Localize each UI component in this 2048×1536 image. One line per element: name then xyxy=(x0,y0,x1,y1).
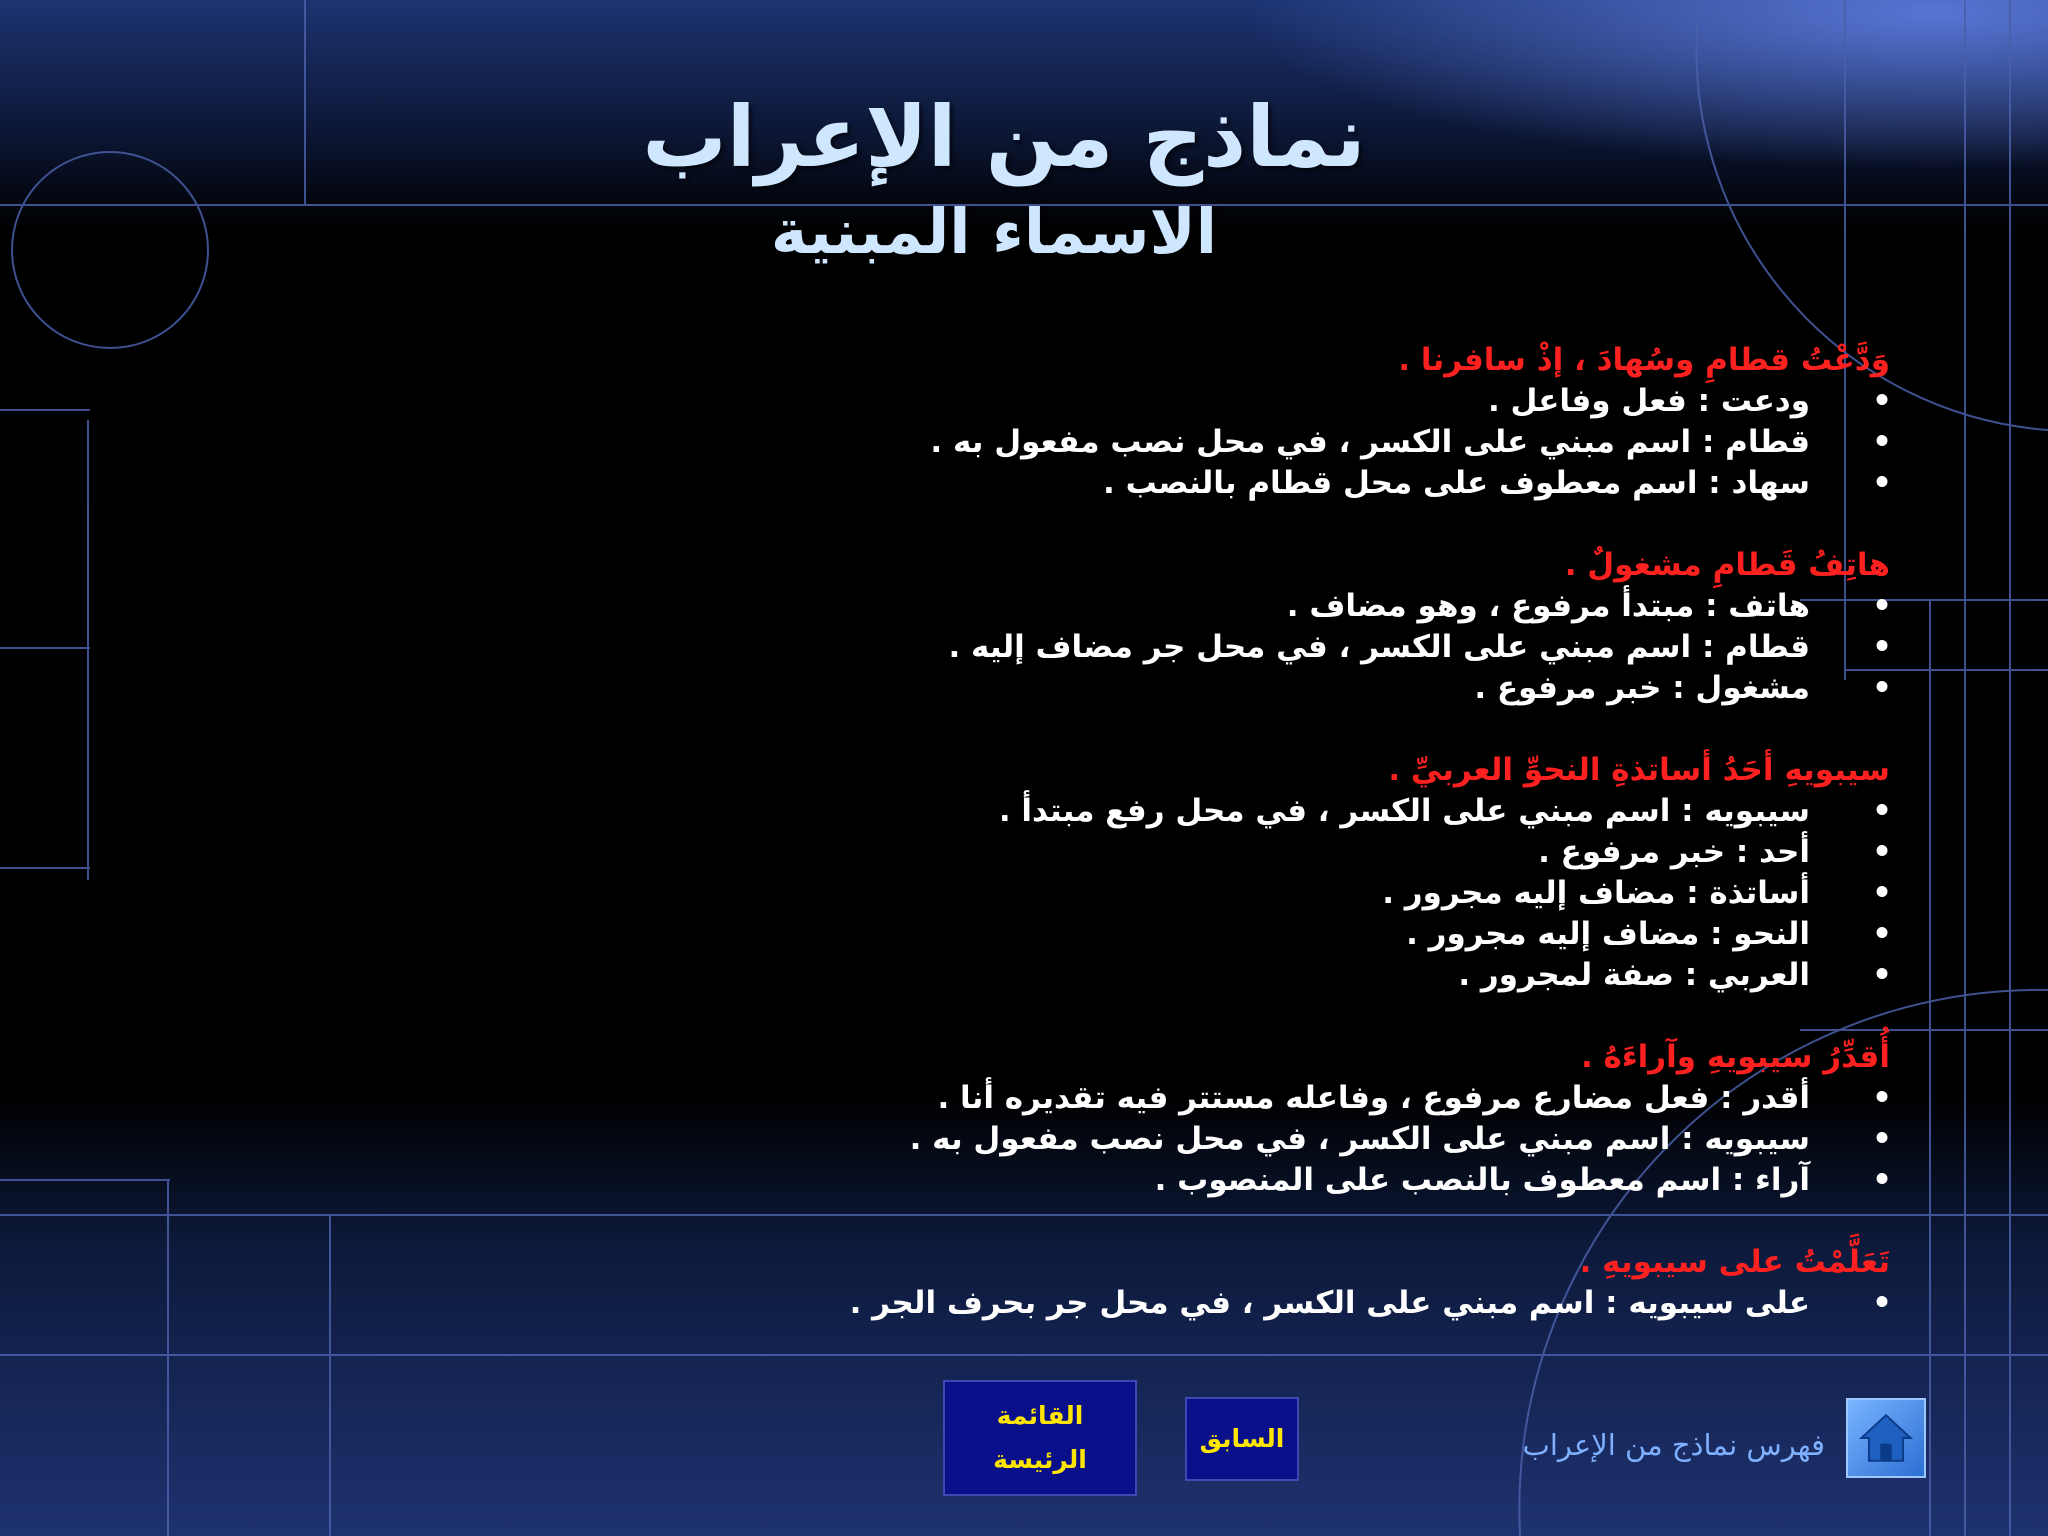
main-menu-label-line2: الرئيسة xyxy=(993,1445,1087,1474)
example-sentence: هاتِفُ قَطامِ مشغولٌ . xyxy=(1564,547,1890,583)
example-section-1 xyxy=(780,340,1890,504)
previous-button[interactable]: السابق xyxy=(1185,1397,1299,1481)
example-sentence: أُقدِّرُ سيبويهِ وآراءَهُ . xyxy=(1580,1039,1890,1075)
parsing-list xyxy=(780,1283,1890,1324)
parsing-item: • سيبويه : اسم مبني على الكسر ، في محل نصب مفعول به . xyxy=(780,1119,1810,1160)
home-icon xyxy=(1848,1400,1924,1476)
parsing-item: • هاتف : مبتدأ مرفوع ، وهو مضاف . xyxy=(780,586,1810,627)
example-section-2 xyxy=(780,545,1890,709)
parsing-item: • العربي : صفة لمجرور . xyxy=(780,955,1810,996)
slide-title: نماذج من الإعراب xyxy=(642,88,1366,186)
example-sentence: تَعَلَّمْتُ على سيبويهِ . xyxy=(1579,1244,1890,1280)
home-button[interactable] xyxy=(1846,1398,1926,1478)
example-section-3 xyxy=(780,750,1890,996)
parsing-list xyxy=(780,586,1890,709)
parsing-item: • أحد : خبر مرفوع . xyxy=(780,832,1810,873)
parsing-examples xyxy=(780,340,1890,1365)
example-sentence: وَدَّعْتُ قطامِ وسُهادَ ، إذْ سافرنا . xyxy=(1398,342,1890,378)
example-section-5 xyxy=(780,1242,1890,1324)
parsing-item: • قطام : اسم مبني على الكسر ، في محل نصب مفعول به . xyxy=(780,422,1810,463)
parsing-item: • على سيبويه : اسم مبني على الكسر ، في محل جر بحرف الجر . xyxy=(780,1283,1810,1324)
main-menu-button[interactable] xyxy=(943,1380,1137,1496)
index-link[interactable]: فهرس نماذج من الإعراب xyxy=(1522,1428,1825,1462)
parsing-item: • ودعت : فعل وفاعل . xyxy=(780,381,1810,422)
parsing-item: • سهاد : اسم معطوف على محل قطام بالنصب . xyxy=(780,463,1810,504)
parsing-item: • النحو : مضاف إليه مجرور . xyxy=(780,914,1810,955)
parsing-item: • آراء : اسم معطوف بالنصب على المنصوب . xyxy=(780,1160,1810,1201)
parsing-list xyxy=(780,791,1890,996)
example-section-4 xyxy=(780,1037,1890,1201)
example-sentence: سيبويهِ أحَدُ أساتذةِ النحوِّ العربيِّ . xyxy=(1388,752,1890,788)
slide-subtitle: الاسماء المبنية xyxy=(770,195,1218,268)
parsing-item: • مشغول : خبر مرفوع . xyxy=(780,668,1810,709)
main-menu-label-line1: القائمة xyxy=(996,1401,1084,1430)
parsing-item: • قطام : اسم مبني على الكسر ، في محل جر مضاف إليه . xyxy=(780,627,1810,668)
parsing-list xyxy=(780,381,1890,504)
parsing-list xyxy=(780,1078,1890,1201)
parsing-item: • سيبويه : اسم مبني على الكسر ، في محل رفع مبتدأ . xyxy=(780,791,1810,832)
parsing-item: • أقدر : فعل مضارع مرفوع ، وفاعله مستتر فيه تقديره أنا . xyxy=(780,1078,1810,1119)
parsing-item: • أساتذة : مضاف إليه مجرور . xyxy=(780,873,1810,914)
